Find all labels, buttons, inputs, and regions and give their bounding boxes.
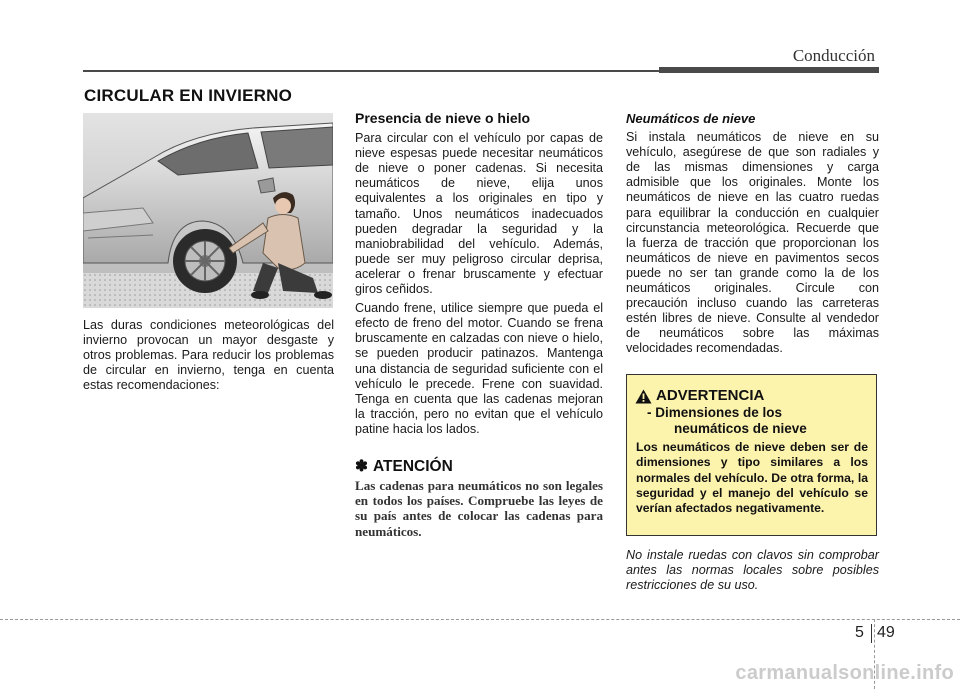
header-rule-thick <box>659 67 879 73</box>
attention-text: Las cadenas para neumáticos no son legales en todos los países. Compruebe las leyes de su país antes de colocar las cadenas para neumáticos. <box>355 478 603 539</box>
warning-box <box>626 374 877 536</box>
asterisk-icon: ✽ <box>355 457 368 475</box>
warning-subtitle <box>647 405 867 437</box>
snow-ice-paragraph-1: Para circular con el vehículo por capas de nieve espesas puede necesitar neumáticos de nieve o poner cadenas. Si necesita neumáticos de nieve, elija unos equivalentes a los originales en tipo y tamaño. Unos neumáticos inadecuados pueden degradar la seguridad y la maniobrabilidad del vehículo. Además, puede ser muy peligroso circular deprisa, acelerar o frenar bruscamente y efectuar giros ceñidos. <box>355 131 603 297</box>
page-number-divider <box>871 624 872 643</box>
snow-ice-heading: Presencia de nieve o hielo <box>355 110 531 126</box>
snow-tires-heading: Neumáticos de nieve <box>626 111 756 126</box>
footer-divider <box>0 619 960 620</box>
warning-triangle-icon <box>635 389 652 404</box>
snow-chain-illustration <box>83 113 333 308</box>
warning-subtitle-line-2: neumáticos de nieve <box>674 421 807 436</box>
attention-heading <box>355 459 603 474</box>
right-column <box>626 111 879 357</box>
header-rule <box>83 70 659 72</box>
page-number: 49 <box>877 624 895 641</box>
snow-tires-paragraph: Si instala neumáticos de nieve en su vehículo, asegúrese de que son radiales y de las mismas dimensiones y carga admisible que los originales. Monte los neumáticos de nieve en las cuatro ruedas para equilibrar la conducción en cualquier circunstancia meteorológica. Recuerde que la fuerza de tracción que proporcionan los neumáticos de nieve en pavimentos secos puede no ser tan grande como la de los neumáticos originales. Circule con precaución incluso cuando las carreteras estén libres de nieve. Consulte al vendedor de neumáticos sobre las máximas velocidades recomendadas. <box>626 130 879 356</box>
left-column <box>83 318 334 393</box>
page-title: CIRCULAR EN INVIERNO <box>84 86 293 105</box>
chapter-number: 5 <box>855 624 864 641</box>
warning-body: Los neumáticos de nieve deben ser de dimensiones y tipo similares a los normales del vehículo. De otra forma, la seguridad y el manejo del vehículo se verían afectados negativamente. <box>636 440 868 516</box>
middle-column <box>355 111 603 539</box>
snow-ice-paragraph-2: Cuando frene, utilice siempre que pueda el efecto de freno del motor. Cuando se frena bruscamente en calzadas con nieve o hielo, se pueden producir patinazos. Mantenga una distancia de seguridad suficiente con el vehículo le precede. Frene con suavidad. Tenga en cuenta que las cadenas mejoran la tracción, pero no evitan que el vehículo patine hacia los lados. <box>355 301 603 436</box>
studded-tires-note: No instale ruedas con clavos sin comprobar antes las normas locales sobre posibles restricciones de su uso. <box>626 548 879 593</box>
warning-subtitle-line-1: - Dimensiones de los <box>647 405 783 420</box>
section-label: Conducción <box>792 46 875 65</box>
watermark: carmanualsonline.info <box>735 662 954 684</box>
warning-title: ADVERTENCIA <box>656 387 765 404</box>
intro-paragraph: Las duras condiciones meteorológicas del invierno provocan un mayor desgaste y otros problemas. Para reducir los problemas de circular en invierno, tenga en cuenta estas recomendaciones: <box>83 318 334 393</box>
attention-label: ATENCIÓN <box>373 457 453 475</box>
